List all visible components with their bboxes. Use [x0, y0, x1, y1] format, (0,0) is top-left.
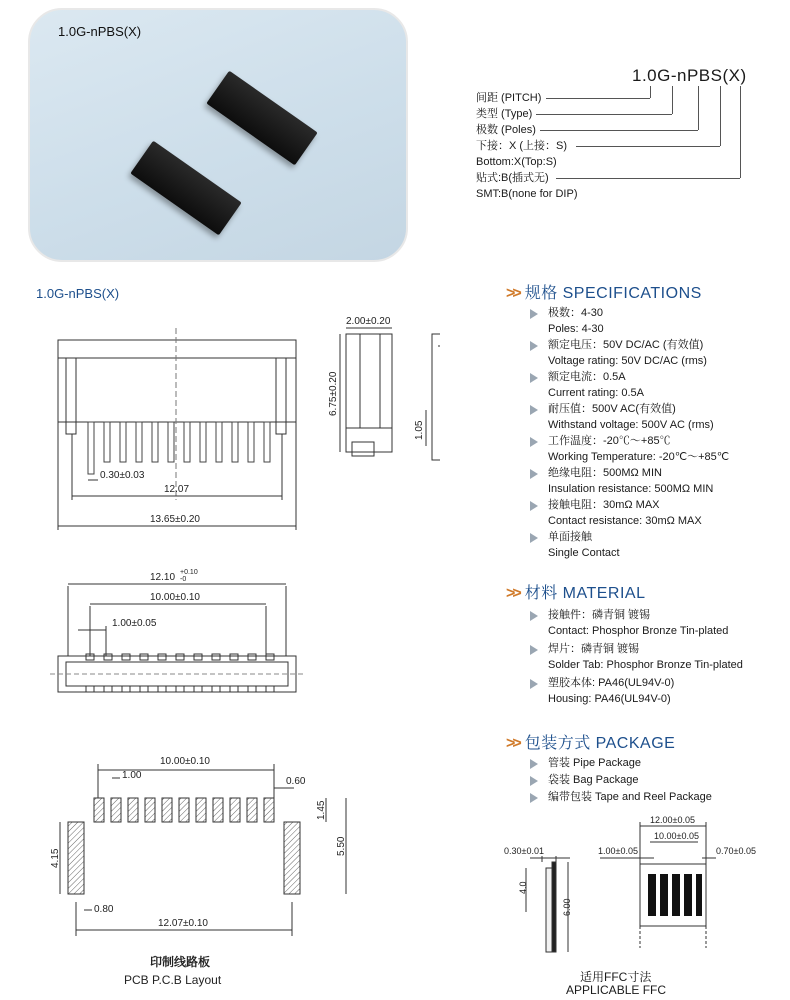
- dim-pcb-left-h: 4.15: [50, 848, 61, 868]
- dim-side-width: 2.00±0.20: [346, 316, 391, 327]
- spec-temp-en: Working Temperature: -20℃～+85℃: [548, 451, 730, 463]
- product-photo-panel: [28, 8, 408, 262]
- dim-top-outer-tol-plus: +0.10: [180, 569, 198, 576]
- spec-section-title: >> 规格 SPECIFICATIONS: [506, 285, 702, 302]
- pcb-caption-cn: 印制线路板: [150, 955, 211, 969]
- dim-pcb-gap: 0.60: [286, 776, 306, 787]
- ffc-length: 6.00: [562, 898, 572, 916]
- spec-current-cn: 额定电流：0.5A: [548, 371, 626, 383]
- spec-poles-en: Poles: 4-30: [548, 323, 604, 335]
- material-contact-en: Contact: Phosphor Bronze Tin-plated: [548, 625, 729, 637]
- ffc-span: 10.00±0.05: [654, 831, 699, 841]
- spec-contact-res-cn: 接触电阻：30mΩ MAX: [548, 499, 660, 511]
- ffc-caption-cn: 适用FFC寸法: [580, 970, 652, 984]
- dim-pcb-bottom-span: 12.07±0.10: [158, 918, 208, 929]
- legend-poles: 极数 (Poles): [476, 124, 536, 136]
- dim-top-outer: 12.10: [150, 572, 176, 583]
- spec-voltage-cn: 额定电压：50V DC/AC (有效值): [548, 339, 704, 351]
- drawing-title: 1.0G-nPBS(X): [36, 286, 120, 301]
- ffc-thickness: 0.30±0.01: [504, 846, 544, 856]
- package-bag: 袋装 Bag Package: [548, 774, 639, 786]
- dim-pcb-top-span: 10.00±0.10: [160, 756, 210, 767]
- spec-single-en: Single Contact: [548, 547, 620, 559]
- dim-front-overall: 13.65±0.20: [150, 514, 200, 525]
- pcb-caption-en: PCB P.C.B Layout: [124, 973, 222, 987]
- legend-smt-en: SMT:B(none for DIP): [476, 188, 578, 200]
- connector-photo-left: [130, 141, 241, 236]
- dim-pcb-tab-w: 0.80: [94, 904, 114, 915]
- ffc-pitch: 1.00±0.05: [598, 846, 638, 856]
- spec-poles-cn: 极数：4-30: [548, 307, 604, 319]
- ffc-stiff: 4.0: [518, 881, 528, 894]
- material-contact-cn: 接触件：磷青铜 镀锡: [548, 609, 651, 621]
- dim-top-outer-tol-minus: -0: [180, 576, 187, 583]
- dim-side-height: 6.75±0.20: [328, 371, 339, 416]
- package-section-title: >> 包装方式 PACKAGE: [506, 735, 676, 752]
- legend-smt-cn: 贴式:B(插式无): [476, 172, 549, 184]
- ffc-edge: 0.70±0.05: [716, 846, 756, 856]
- legend-pitch: 间距 (PITCH): [476, 92, 542, 104]
- ffc-caption-en: APPLICABLE FFC: [566, 983, 667, 997]
- spec-single-cn: 单面接触: [548, 531, 592, 543]
- spec-temp-cn: 工作温度：-20℃～+85℃: [548, 435, 671, 447]
- dim-pcb-pad-len: 1.45: [316, 800, 327, 820]
- material-tab-en: Solder Tab: Phosphor Bronze Tin-plated: [548, 659, 743, 671]
- photo-title: 1.0G-nPBS(X): [58, 24, 142, 39]
- spec-current-en: Current rating: 0.5A: [548, 387, 644, 399]
- technical-drawing: [0, 300, 440, 1000]
- material-tab-cn: 焊片：磷青铜 镀锡: [548, 643, 640, 655]
- spec-withstand-en: Withstand voltage: 500V AC (rms): [548, 419, 714, 431]
- spec-withstand-cn: 耐压值：500V AC(有效值): [548, 403, 676, 415]
- legend-bottom-en: Bottom:X(Top:S): [476, 156, 557, 168]
- dim-pcb-pad-width: 1.00: [122, 770, 142, 781]
- dim-front-span: 12.07: [164, 484, 190, 495]
- connector-photo-right: [206, 71, 317, 166]
- dim-pin-width: 0.30±0.03: [100, 470, 145, 481]
- dim-top-pitch: 1.00±0.05: [112, 618, 157, 629]
- ffc-width: 12.00±0.05: [650, 815, 695, 825]
- package-pipe: 管装 Pipe Package: [548, 757, 641, 769]
- material-section-title: >> 材料 MATERIAL: [506, 585, 646, 602]
- section-view: [426, 334, 440, 460]
- side-view: [340, 328, 392, 456]
- dim-top-inner: 10.00±0.10: [150, 592, 200, 603]
- package-reel: 编带包装 Tape and Reel Package: [548, 791, 712, 803]
- material-housing-cn: 塑胶本体: PA46(UL94V-0): [548, 677, 675, 689]
- spec-insulation-en: Insulation resistance: 500MΩ MIN: [548, 483, 714, 495]
- front-view: [58, 328, 296, 530]
- spec-insulation-cn: 绝缘电阻：500MΩ MIN: [548, 467, 662, 479]
- spec-contact-res-en: Contact resistance: 30mΩ MAX: [548, 515, 702, 527]
- dim-side-lead: 1.05: [414, 420, 425, 440]
- ffc-drawing: [490, 812, 780, 962]
- legend-type: 类型 (Type): [476, 108, 533, 120]
- legend-bottom-cn: 下接：X (上接：S): [476, 140, 568, 152]
- part-code: 1.0G-nPBS(X): [632, 66, 747, 85]
- spec-voltage-en: Voltage rating: 50V DC/AC (rms): [548, 355, 707, 367]
- dim-pcb-right-h: 5.50: [336, 836, 347, 856]
- material-housing-en: Housing: PA46(UL94V-0): [548, 693, 671, 705]
